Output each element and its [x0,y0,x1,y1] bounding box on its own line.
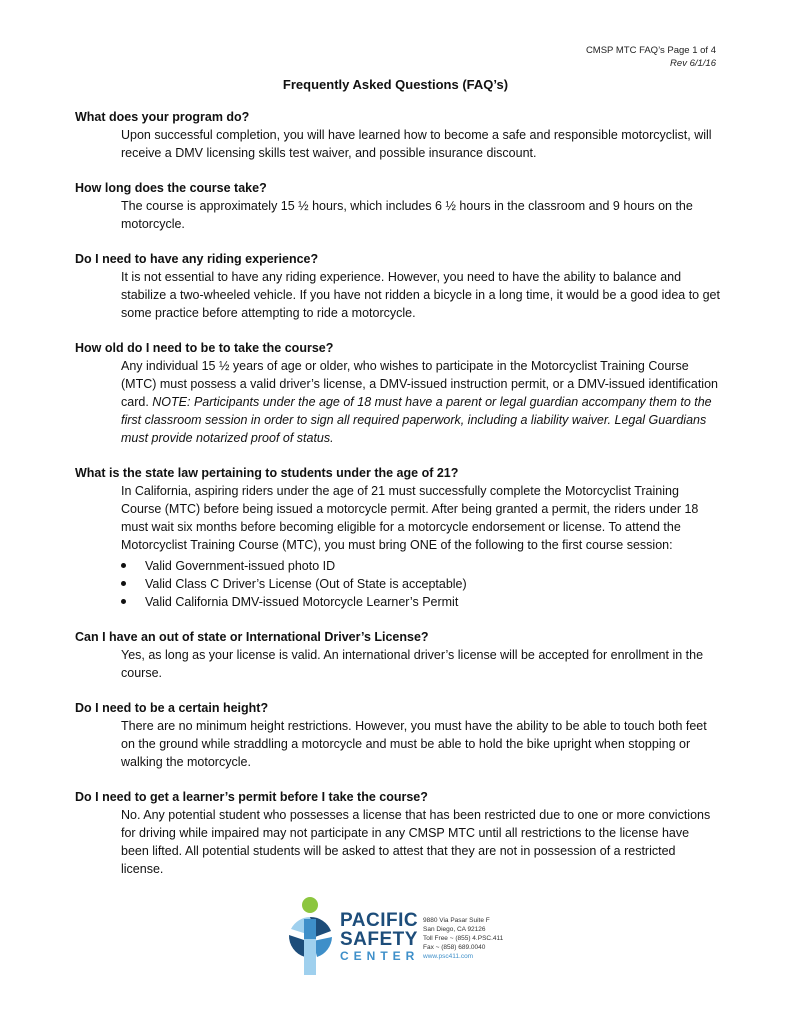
faq-question: Do I need to get a learner’s permit before I take the course? [75,790,428,804]
faq-answer: Yes, as long as your license is valid. An international driver’s license will be accepted for enrollment in the course. [121,648,704,680]
list-item: Valid California DMV-issued Motorcycle Learner’s Permit [145,593,720,611]
list-item: Valid Government-issued photo ID [145,557,720,575]
faq-answer: The course is approximately 15 ½ hours, which includes 6 ½ hours in the classroom and 9 hours on the motorcycle. [121,199,693,231]
faq-answer-text: Any individual 15 ½ years of age or older, who wishes to participate in the Motorcyclist Training Course (MTC) must possess a valid driver’s license, a DMV-issued instruction permit, or a DMV-issued identification card. [121,359,718,409]
website-link[interactable]: www.psc411.com [423,953,474,960]
faq-item [75,788,720,878]
fax-number: Fax ~ (858) 689.0040 [423,944,486,951]
faq-answer [75,357,720,447]
list-item: Valid Class C Driver’s License (Out of State is acceptable) [145,575,720,593]
faq-answer: In California, aspiring riders under the age of 21 must successfully complete the Motorcyclist Training Course (MTC) before being issued a motorcycle permit. After being granted a permit, the riders under 18 must wait six months before becoming eligible for a motorcycle endorsement or license. To attend the Motorcyclist Training Course (MTC), you must bring ONE of the following to the first course session: [121,484,699,552]
logo-mark-icon [283,895,337,977]
brand-name: PACIFIC SAFETY CENTER [340,910,420,963]
faq-item [75,250,720,322]
faq-note: NOTE: Participants under the age of 18 must have a parent or legal guardian accompany them to the first classroom session in order to sign all required paperwork, including a liability waiver. Legal Guardians must provide notarized proof of status. [121,395,712,445]
address-line: 9880 Via Pasar Suite F [423,917,490,924]
faq-answer: It is not essential to have any riding experience. However, you need to have the ability to balance and stabilize a two-wheeled vehicle. If you have not ridden a bicycle in a long time, it would be a good idea to get some practice before attempting to ride a motorcycle. [121,270,720,320]
contact-info [423,916,503,961]
bullet-icon [121,563,126,568]
faq-question: Do I need to have any riding experience? [75,252,319,266]
faq-list [75,108,720,895]
faq-question: How old do I need to be to take the course? [75,341,334,355]
faq-question: Can I have an out of state or International Driver’s License? [75,630,429,644]
faq-item [75,179,720,233]
faq-item [75,464,720,611]
faq-answer: Upon successful completion, you will have learned how to become a safe and responsible motorcyclist, will receive a DMV licensing skills test waiver, and possible insurance discount. [121,128,712,160]
faq-item [75,628,720,682]
faq-question: Do I need to be a certain height? [75,701,269,715]
pacific-safety-center-logo [283,895,513,977]
faq-answer: There are no minimum height restrictions. However, you must have the ability to be able to touch both feet on the ground while straddling a motorcycle and must be able to hold the bike upright when stopping or walking the motorcycle. [121,719,707,769]
phone-number: Toll Free ~ (855) 4.PSC.411 [423,935,504,942]
address-line: San Diego, CA 92126 [423,926,486,933]
faq-item [75,339,720,447]
faq-item [75,699,720,771]
faq-answer: No. Any potential student who possesses a license that has been restricted due to one or more convictions for driving while impaired may not participate in any CMSP MTC until all restrictions to the license have been lifted. All potential students will be asked to attest that they are not in possession of a restricted license. [121,808,711,876]
id-requirements-list [75,557,720,611]
revision-date: Rev 6/1/16 [670,58,716,69]
page-header [586,44,716,70]
bullet-icon [121,581,126,586]
page-label: CMSP MTC FAQ’s Page 1 of 4 [585,45,716,56]
faq-question: What does your program do? [75,110,250,124]
faq-question: What is the state law pertaining to students under the age of 21? [75,466,459,480]
page-title: Frequently Asked Questions (FAQ’s) [282,77,509,92]
faq-item [75,108,720,162]
faq-question: How long does the course take? [75,181,267,195]
bullet-icon [121,599,126,604]
